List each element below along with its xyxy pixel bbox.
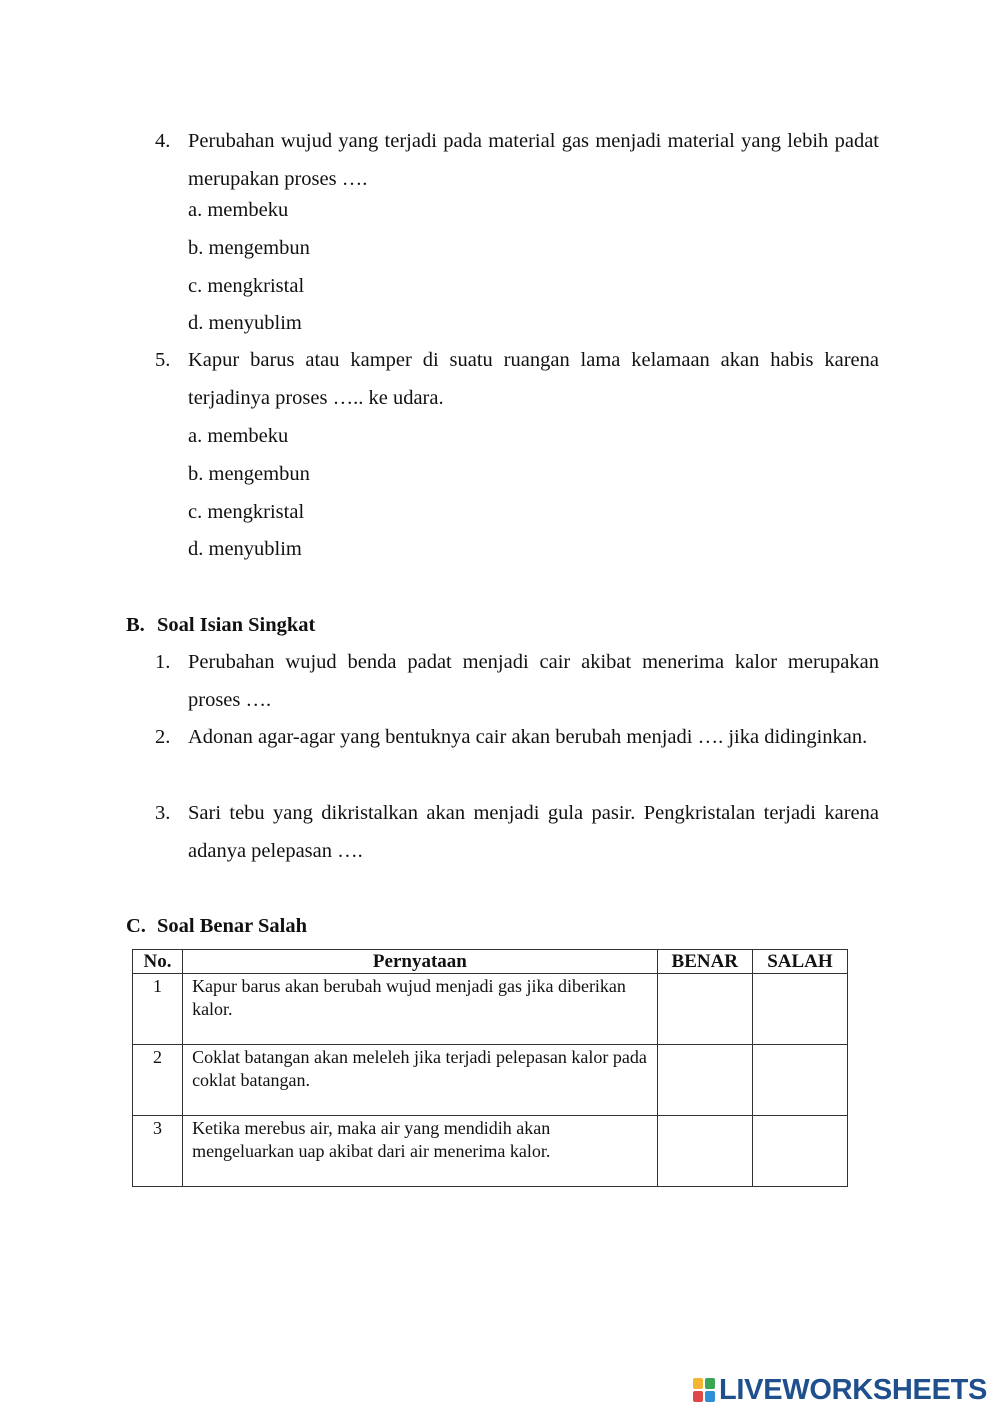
row-number: 2 <box>133 1045 183 1116</box>
liveworksheets-logo <box>693 1374 987 1406</box>
row-statement: Kapur barus akan berubah wujud menjadi gas jika diberikan kalor. <box>183 974 658 1045</box>
row-statement: Ketika merebus air, maka air yang mendidih akan mengeluarkan uap akibat dari air menerima kalor. <box>183 1116 658 1187</box>
row-number: 1 <box>133 974 183 1045</box>
section-title: Soal Isian Singkat <box>157 614 316 636</box>
answer-true-cell[interactable] <box>657 1116 752 1187</box>
option-c: c. mengkristal <box>188 501 305 523</box>
answer-false-cell[interactable] <box>752 1045 847 1116</box>
item-text: Sari tebu yang dikristalkan akan menjadi gula pasir. Pengkristalan terjadi karena adanya pelepasan …. <box>188 802 879 862</box>
section-letter: C. <box>126 915 146 937</box>
section-b-heading <box>126 613 315 637</box>
item-number: 2. <box>155 726 171 748</box>
question-stem: Kapur barus atau kamper di suatu ruangan lama kelamaan akan habis karena terjadinya proses ….. ke udara. <box>188 349 879 409</box>
true-false-table <box>132 949 848 1187</box>
question-stem: Perubahan wujud yang terjadi pada material gas menjadi material yang lebih padat merupakan proses …. <box>188 130 879 190</box>
row-statement: Coklat batangan akan meleleh jika terjadi pelepasan kalor pada coklat batangan. <box>183 1045 658 1116</box>
option-a: a. membeku <box>188 199 289 221</box>
item-number: 1. <box>155 651 171 673</box>
header-true: BENAR <box>657 950 752 974</box>
item-text: Adonan agar-agar yang bentuknya cair akan berubah menjadi …. jika didinginkan. <box>188 726 868 748</box>
row-number: 3 <box>133 1116 183 1187</box>
answer-false-cell[interactable] <box>752 1116 847 1187</box>
answer-true-cell[interactable] <box>657 974 752 1045</box>
section-c-heading <box>126 914 307 938</box>
logo-text: LIVEWORKSHEETS <box>719 1373 988 1406</box>
option-b: b. mengembun <box>188 237 310 259</box>
section-title: Soal Benar Salah <box>157 915 307 937</box>
table-row <box>133 974 848 1045</box>
question-number: 5. <box>155 349 171 371</box>
question-number: 4. <box>155 130 171 152</box>
logo-mark-icon <box>693 1378 715 1402</box>
header-statement: Pernyataan <box>183 950 658 974</box>
option-d: d. menyublim <box>188 312 302 334</box>
table-row <box>133 1045 848 1116</box>
answer-true-cell[interactable] <box>657 1045 752 1116</box>
option-c: c. mengkristal <box>188 275 305 297</box>
answer-false-cell[interactable] <box>752 974 847 1045</box>
section-letter: B. <box>126 614 145 636</box>
header-false: SALAH <box>752 950 847 974</box>
option-d: d. menyublim <box>188 538 302 560</box>
table-header-row <box>133 950 848 974</box>
header-no: No. <box>133 950 183 974</box>
item-text: Perubahan wujud benda padat menjadi cair akibat menerima kalor merupakan proses …. <box>188 651 879 711</box>
option-b: b. mengembun <box>188 463 310 485</box>
item-number: 3. <box>155 802 171 824</box>
option-a: a. membeku <box>188 425 289 447</box>
table-row <box>133 1116 848 1187</box>
